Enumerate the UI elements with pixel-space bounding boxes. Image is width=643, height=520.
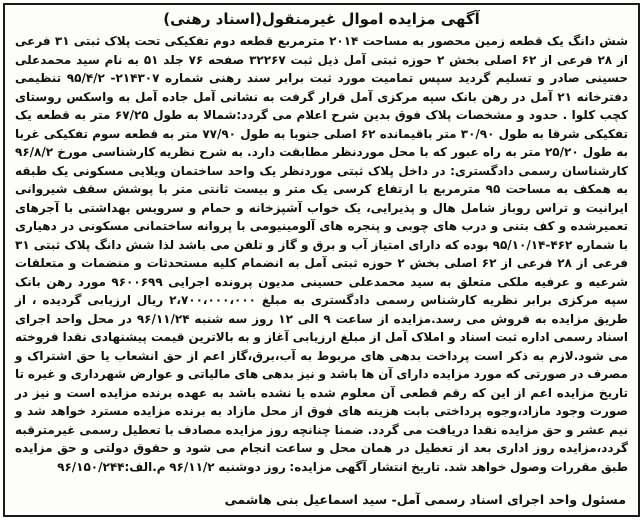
- notice-frame: [3, 3, 640, 517]
- notice-body: شش دانگ یک قطعه زمین محصور به مساحت ۲۰۱۴ مترمربع قطعه دوم تفکیکی تحت پلاک ثبتی ۳۱ فرعی از ۲۸ فرعی از ۶۲ اصلی بخش ۲ حوزه ثبتی آمل ذیل ثبت ۳۲۲۶۷ صفحه ۷۶ جلد ۵۱ به نام سید محمدعلی حسینی صادر و تسلیم گردید سپس تمامیت مورد ثبت برابر سند رهنی شماره ۲۱۴۳۰۷- ۹۵/۴/۲ تنظیمی دفترخانه ۲۱ آمل در رهن بانک سپه مرکزی آمل قرار گرفت به نشانی آمل جاده آمل به واسکس روستای کچب کلوا . حدود و مشخصات پلاک فوق بدین شرح اعلام می گردد:شمالا به طول ۶۷/۲۵ متر به قطعه یک تفکیکی شرقا به طول ۳۰/۹۰ متر باقیمانده ۶۲ اصلی جنوبا به طول ۷۷/۹۰ متر به قطعه سوم تفکیکی غربا به طول ۲۵/۲۰ متر به راه عبور که با محل موردنظر مطابقت دارد. به شرح نظریه کارشناسی مورخ ۹۶/۸/۲ کارشناسان رسمی دادگستری: در داخل پلاک ثبتی موردنظر یک واحد ساختمان ویلایی مسکونی یک طبقه به همکف به مساحت ۹۵ مترمربع با ارتفاع کرسی یک متر و بیست ثانتی متر با پوشش سقف شیروانی ایرانیت و تراس روباز شامل هال و پذیرایی، یک خواب آشپزخانه و حمام و سرویس بهداشتی با آجرهای تعمیرشده و کف بتنی و درب های چوبی و پنجره های آلومینیومی با پروانه ساختمانی مسکونی در دهیاری با شماره ۴۶۲-۹۵/۱۰/۱۴ بوده که دارای امتیاز آب و برق و گاز و تلفن می باشد لذا شش دانگ پلاک ثبتی ۳۱ فرعی از ۲۸ فرعی از ۶۲ اصلی بخش ۲ حوزه ثبتی آمل به انضمام کلیه مستحدثات و منضمات و متعلقات شرعیه و عرفیه ملکی متعلق به سید محمدعلی حسینی مدیون پرونده اجرایی ۹۶۰۰۶۹۹ مورد رهن بانک سپه مرکزی برابر نظریه کارشناس رسمی دادگستری به مبلغ ۲،۷۰۰،۰۰۰،۰۰۰ ریال ارزیابی گردیده ، از طریق مزایده به فروش می رسد.مزایده از ساعت ۹ الی ۱۲ روز سه شنبه ۹۶/۱۱/۲۴ در محل واحد اجرای اسناد رسمی اداره ثبت اسناد و املاک آمل از مبلغ ارزیابی آغاز و به بالاترین قیمت پیشنهادی نقدا فروخته می شود.لازم به ذکر است پرداخت بدهی های مربوط به آب،برق،گاز اعم از حق انشعاب یا حق اشتراک و مصرف در صورتی که مورد مزایده دارای آن ها باشد و نیز بدهی های مالیاتی و عوارض شهرداری و غیره تا تاریخ مزایده اعم از این که رقم قطعی آن معلوم شده یا نشده باشد به عهده برنده مزایده است و نیز در صورت وجود مازاد،وجوه پرداختی بابت هزینه های فوق از محل مازاد به برنده مزایده مسترد خواهد شد و نیم عشر و حق مزایده نقدا دریافت می گردد. ضمنا چنانچه روز مزایده مصادف با تعطیل رسمی غیرمترقبه گردد،مزایده روز اداری بعد از تعطیل در همان محل و ساعت انجام می شود و حقوق دولتی و حق مزایده طبق مقررات وصول خواهد شد. تاریخ انتشار آگهی مزایده: روز دوشنبه ۹۶/۱۱/۲ م.الف:۹۶/۱۵۰/۲۴۴: [15, 34, 629, 474]
- notice-title: آگهی مزایده اموال غیرمنقول(اسناد رهنی): [163, 10, 480, 28]
- notice-signature: مسئول واحد اجرای اسناد رسمی آمل- سید اسماعیل بنی هاشمی: [224, 492, 626, 507]
